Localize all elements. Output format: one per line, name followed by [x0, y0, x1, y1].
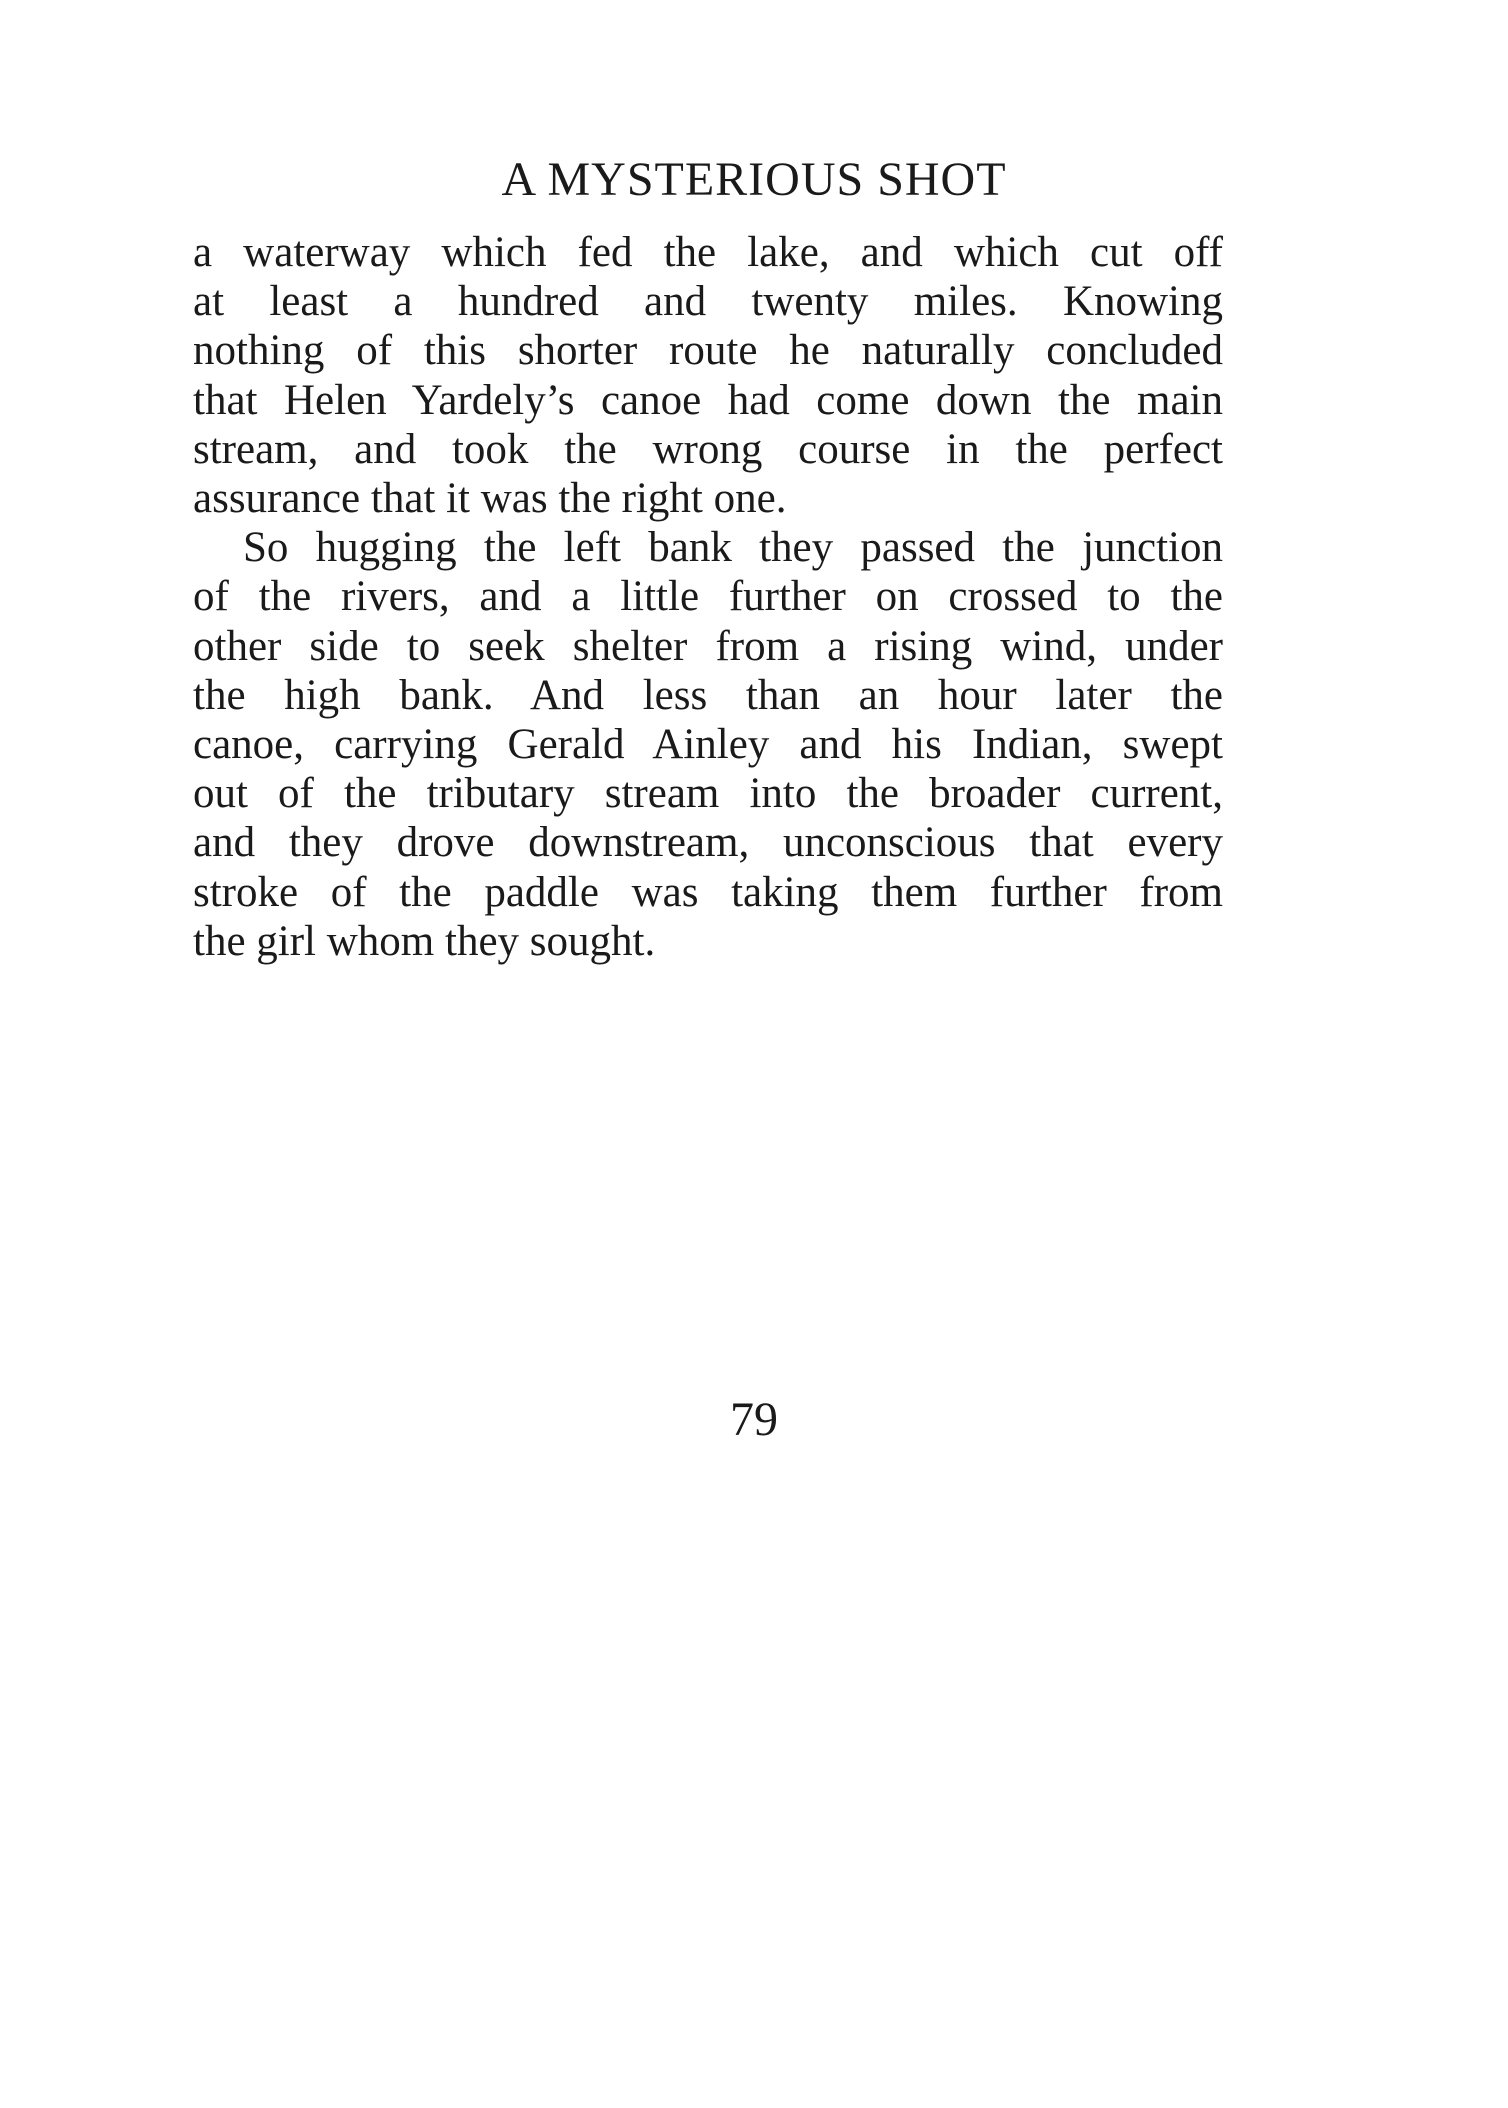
text-line: nothing of this shorter route he naturally concluded	[193, 327, 1223, 375]
text-line: the high bank. And less than an hour later the	[193, 671, 1223, 719]
text-line: canoe, carrying Gerald Ainley and his Indian, swept	[193, 721, 1223, 769]
paragraph-2	[193, 523, 1223, 966]
text-line: the girl whom they sought.	[193, 917, 656, 965]
running-head: A MYSTERIOUS SHOT	[501, 153, 1007, 206]
text-line: stream, and took the wrong course in the perfect	[193, 425, 1223, 473]
text-line: out of the tributary stream into the broader current,	[193, 770, 1223, 818]
text-line: that Helen Yardely’s canoe had come down the main	[193, 376, 1223, 424]
text-line: and they drove downstream, unconscious that every	[193, 819, 1223, 867]
text-line: assurance that it was the right one.	[193, 475, 787, 523]
page-number: 79	[730, 1393, 778, 1446]
paragraph-1	[193, 228, 1223, 523]
text-line: other side to seek shelter from a rising wind, under	[193, 622, 1223, 670]
text-line: a waterway which fed the lake, and which cut off	[193, 229, 1223, 276]
body-text	[193, 228, 1223, 966]
text-line: stroke of the paddle was taking them further from	[193, 868, 1223, 916]
text-line: of the rivers, and a little further on crossed to the	[193, 573, 1223, 621]
text-line: at least a hundred and twenty miles. Knowing	[193, 278, 1223, 326]
text-line: So hugging the left bank they passed the junction	[243, 524, 1223, 572]
